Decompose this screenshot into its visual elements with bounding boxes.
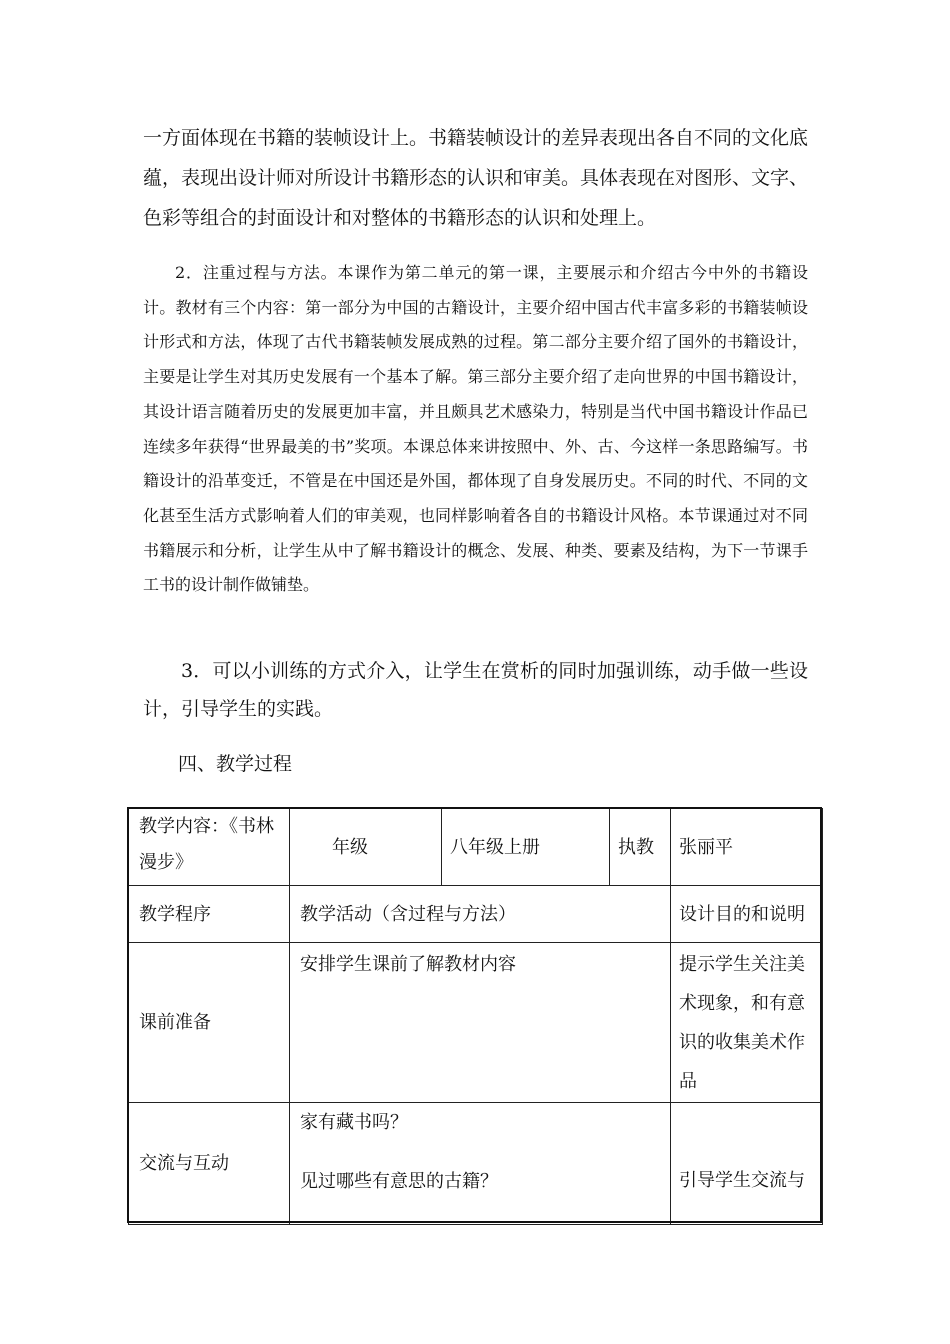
question-book-collection: 家有藏书吗？	[300, 1112, 408, 1133]
cell-teaching-content: 教学内容：《书林漫步》	[129, 809, 290, 886]
paragraph-book-design-culture: 一方面体现在书籍的装帧设计上。书籍装帧设计的差异表现出各自不同的文化底蕴，表现出设计师对所设计书籍形态的认识和审美。具体表现在对图形、文字、色彩等组合的封面设计和对整体的书籍形态的认识和处理上。	[143, 127, 809, 229]
table-row-header-info	[129, 809, 823, 886]
cell-preparation-activity: 安排学生课前了解教材内容	[290, 943, 671, 1103]
question-interesting-books: 见过哪些有意思的古籍？	[300, 1171, 498, 1192]
paragraph-process-and-method: 2．注重过程与方法。本课作为第二单元的第一课，主要展示和介绍古今中外的书籍设计。教材有三个内容：第一部分为中国的古籍设计，主要介绍中国古代丰富多彩的书籍装帧设计形式和方法，体现了古代书籍装帧发展成熟的过程。第二部分主要介绍了国外的书籍设计，主要是让学生对其历史发展有一个基本了解。第三部分主要介绍了走向世界的中国书籍设计，其设计语言随着历史的发展更加丰富，并且颇具艺术感染力，特别是当代中国书籍设计作品已连续多年获得“世界最美的书”奖项。本课总体来讲按照中、外、古、今这样一条思路编写。书籍设计的沿革变迁，不管是在中国还是外国，都体现了自身发展历史。不同的时代、不同的文化甚至生活方式影响着人们的审美观，也同样影响着各自的书籍设计风格。本节课通过对不同书籍展示和分析，让学生从中了解书籍设计的概念、发展、种类、要素及结构，为下一节课手工书的设计制作做铺垫。	[143, 263, 808, 595]
cell-preparation-purpose: 提示学生关注美术现象，和有意识的收集美术作品	[671, 943, 823, 1103]
cell-exchange-purpose: 引导学生交流与	[671, 1103, 823, 1225]
cell-grade-value: 八年级上册	[442, 809, 610, 886]
paragraph-small-training: 3．可以小训练的方式介入，让学生在赏析的同时加强训练，动手做一些设计，引导学生的实践。	[143, 660, 808, 720]
table-row-exchange	[129, 1103, 823, 1225]
cell-grade-label: 年级	[290, 809, 442, 886]
section-heading-teaching-process: 四、教学过程	[178, 753, 293, 775]
table-row-preparation	[129, 943, 823, 1103]
cell-teacher-value: 张丽平	[671, 809, 823, 886]
cell-activity-header: 教学活动（含过程与方法）	[290, 886, 671, 943]
cell-procedure-header: 教学程序	[129, 886, 290, 943]
cell-preparation-stage: 课前准备	[129, 943, 290, 1103]
cell-teacher-label: 执教	[610, 809, 671, 886]
table-row-column-headers	[129, 886, 823, 943]
cell-exchange-activity	[290, 1103, 671, 1225]
cell-purpose-header: 设计目的和说明	[671, 886, 823, 943]
teaching-process-table	[128, 808, 823, 1225]
cell-exchange-stage: 交流与互动	[129, 1103, 290, 1225]
